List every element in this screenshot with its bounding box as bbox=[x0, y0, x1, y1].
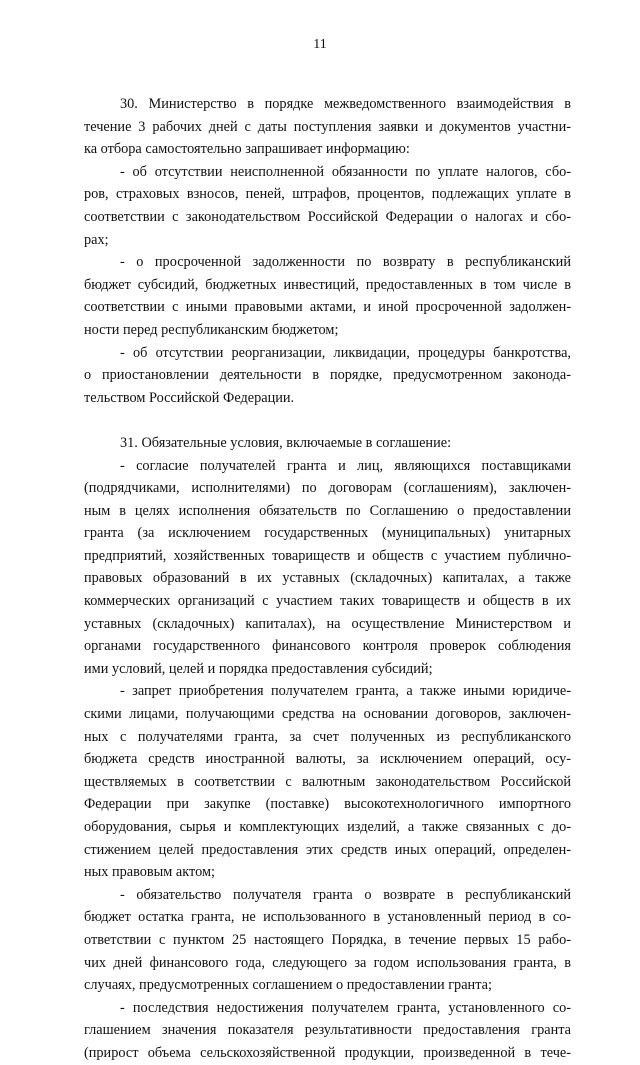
paragraph-line: 30. Министерство в порядке межведомственного взаимодействия в bbox=[120, 96, 571, 112]
paragraph-line: - об отсутствии реорганизации, ликвидации, процедуры банкротства, bbox=[120, 344, 571, 361]
document-body bbox=[84, 93, 571, 1065]
paragraph-line: - согласие получателей гранта и лиц, являющихся поставщиками bbox=[120, 457, 571, 474]
paragraph-line: ществляемых в соответствии с валютным законодательством Российской bbox=[84, 773, 571, 790]
paragraph-line: - запрет приобретения получателем гранта, а также иными юридиче- bbox=[120, 683, 571, 700]
paragraph-line: ных с получателями гранта, за счет полученных из республиканского bbox=[84, 728, 571, 745]
list-item-return-obligation bbox=[84, 884, 571, 997]
paragraph-line: рах; bbox=[84, 231, 109, 248]
paragraph-line: ими условий, целей и порядка предоставления субсидий; bbox=[84, 660, 433, 677]
paragraph-line: гранта (за исключением государственных (муниципальных) унитарных bbox=[84, 525, 571, 542]
paragraph-line: ности перед республиканским бюджетом; bbox=[84, 321, 339, 338]
paragraph-line: ответствии с пунктом 25 настоящего Порядка, в течение первых 15 рабо- bbox=[84, 931, 571, 948]
paragraph-line: тельством Российской Федерации. bbox=[84, 389, 295, 406]
paragraph-line: предприятий, хозяйственных товариществ и обществ с участием публично- bbox=[84, 547, 571, 564]
list-item-consent-to-audit bbox=[84, 455, 571, 681]
list-item-tax-obligations bbox=[84, 161, 571, 251]
list-item-foreign-currency-ban bbox=[84, 680, 571, 883]
list-item-non-achievement-consequences bbox=[84, 997, 571, 1065]
paragraph-line: глашением значения показателя результативности предоставления гранта bbox=[84, 1022, 571, 1039]
paragraph-line: ных правовым актом; bbox=[84, 864, 215, 881]
paragraph-line: оборудования, сырья и комплектующих изделий, а также связанных с до- bbox=[84, 819, 571, 835]
paragraph-line: - обязательство получателя гранта о возврате в республиканский bbox=[120, 886, 571, 903]
paragraph-line: органами государственного финансового контроля проверок соблюдения bbox=[84, 638, 571, 655]
paragraph-line: - об отсутствии неисполненной обязанности по уплате налогов, сбо- bbox=[120, 163, 571, 180]
list-item-reorganization bbox=[84, 342, 571, 410]
paragraph-line: стижением целей предоставления этих средств иных операций, определен- bbox=[84, 841, 571, 858]
list-item-overdue-debt bbox=[84, 251, 571, 341]
paragraph-line: случаях, предусмотренных соглашением о предоставлении гранта; bbox=[84, 977, 492, 994]
paragraph-line: уставных (складочных) капиталах), на осуществление Министерством и bbox=[84, 615, 571, 632]
paragraph-30-request-info bbox=[84, 93, 571, 161]
paragraph-line: ров, страховых взносов, пеней, штрафов, процентов, подлежащих уплате в bbox=[84, 186, 571, 203]
paragraph-line: - последствия недостижения получателем гранта, установленного со- bbox=[120, 999, 571, 1016]
page-number: 11 bbox=[313, 37, 327, 52]
paragraph-31-mandatory-conditions bbox=[84, 432, 571, 455]
paragraph-line: 31. Обязательные условия, включаемые в соглашение: bbox=[120, 434, 452, 451]
paragraph-line: (прирост объема сельскохозяйственной продукции, произведенной в тече- bbox=[84, 1044, 571, 1061]
paragraph-line: ка отбора самостоятельно запрашивает информацию: bbox=[84, 141, 410, 158]
paragraph-line: скими лицами, получающими средства на основании договоров, заключен- bbox=[84, 706, 571, 723]
paragraph-line: Федерации при закупке (поставке) высокотехнологичного импортного bbox=[84, 796, 571, 813]
paragraph-line: ным в целях исполнения обязательств по Соглашению о предоставлении bbox=[84, 502, 571, 519]
paragraph-line: - о просроченной задолженности по возврату в республиканский bbox=[120, 254, 571, 271]
paragraph-line: правовых образований в их уставных (складочных) капиталах, а также bbox=[84, 570, 571, 587]
paragraph-spacer bbox=[84, 409, 571, 432]
paragraph-line: бюджет субсидий, бюджетных инвестиций, предоставленных в том числе в bbox=[84, 276, 571, 293]
paragraph-line: чих дней финансового года, следующего за годом использования гранта, в bbox=[84, 954, 571, 971]
paragraph-line: коммерческих организаций с участием таких товариществ и обществ в их bbox=[84, 593, 571, 610]
paragraph-line: течение 3 рабочих дней с даты поступления заявки и документов участни- bbox=[84, 118, 571, 135]
paragraph-line: соответствии с иными правовыми актами, и иной просроченной задолжен- bbox=[84, 299, 571, 316]
paragraph-line: бюджет остатка гранта, не использованного в установленный период в со- bbox=[84, 909, 571, 926]
paragraph-line: о приостановлении деятельности в порядке, предусмотренном законода- bbox=[84, 367, 571, 384]
paragraph-line: бюджета средств иностранной валюты, за исключением операций, осу- bbox=[84, 751, 571, 768]
paragraph-line: соответствии с законодательством Российской Федерации о налогах и сбо- bbox=[84, 208, 571, 225]
paragraph-line: (подрядчиками, исполнителями) по договорам (соглашениям), заключен- bbox=[84, 480, 571, 497]
